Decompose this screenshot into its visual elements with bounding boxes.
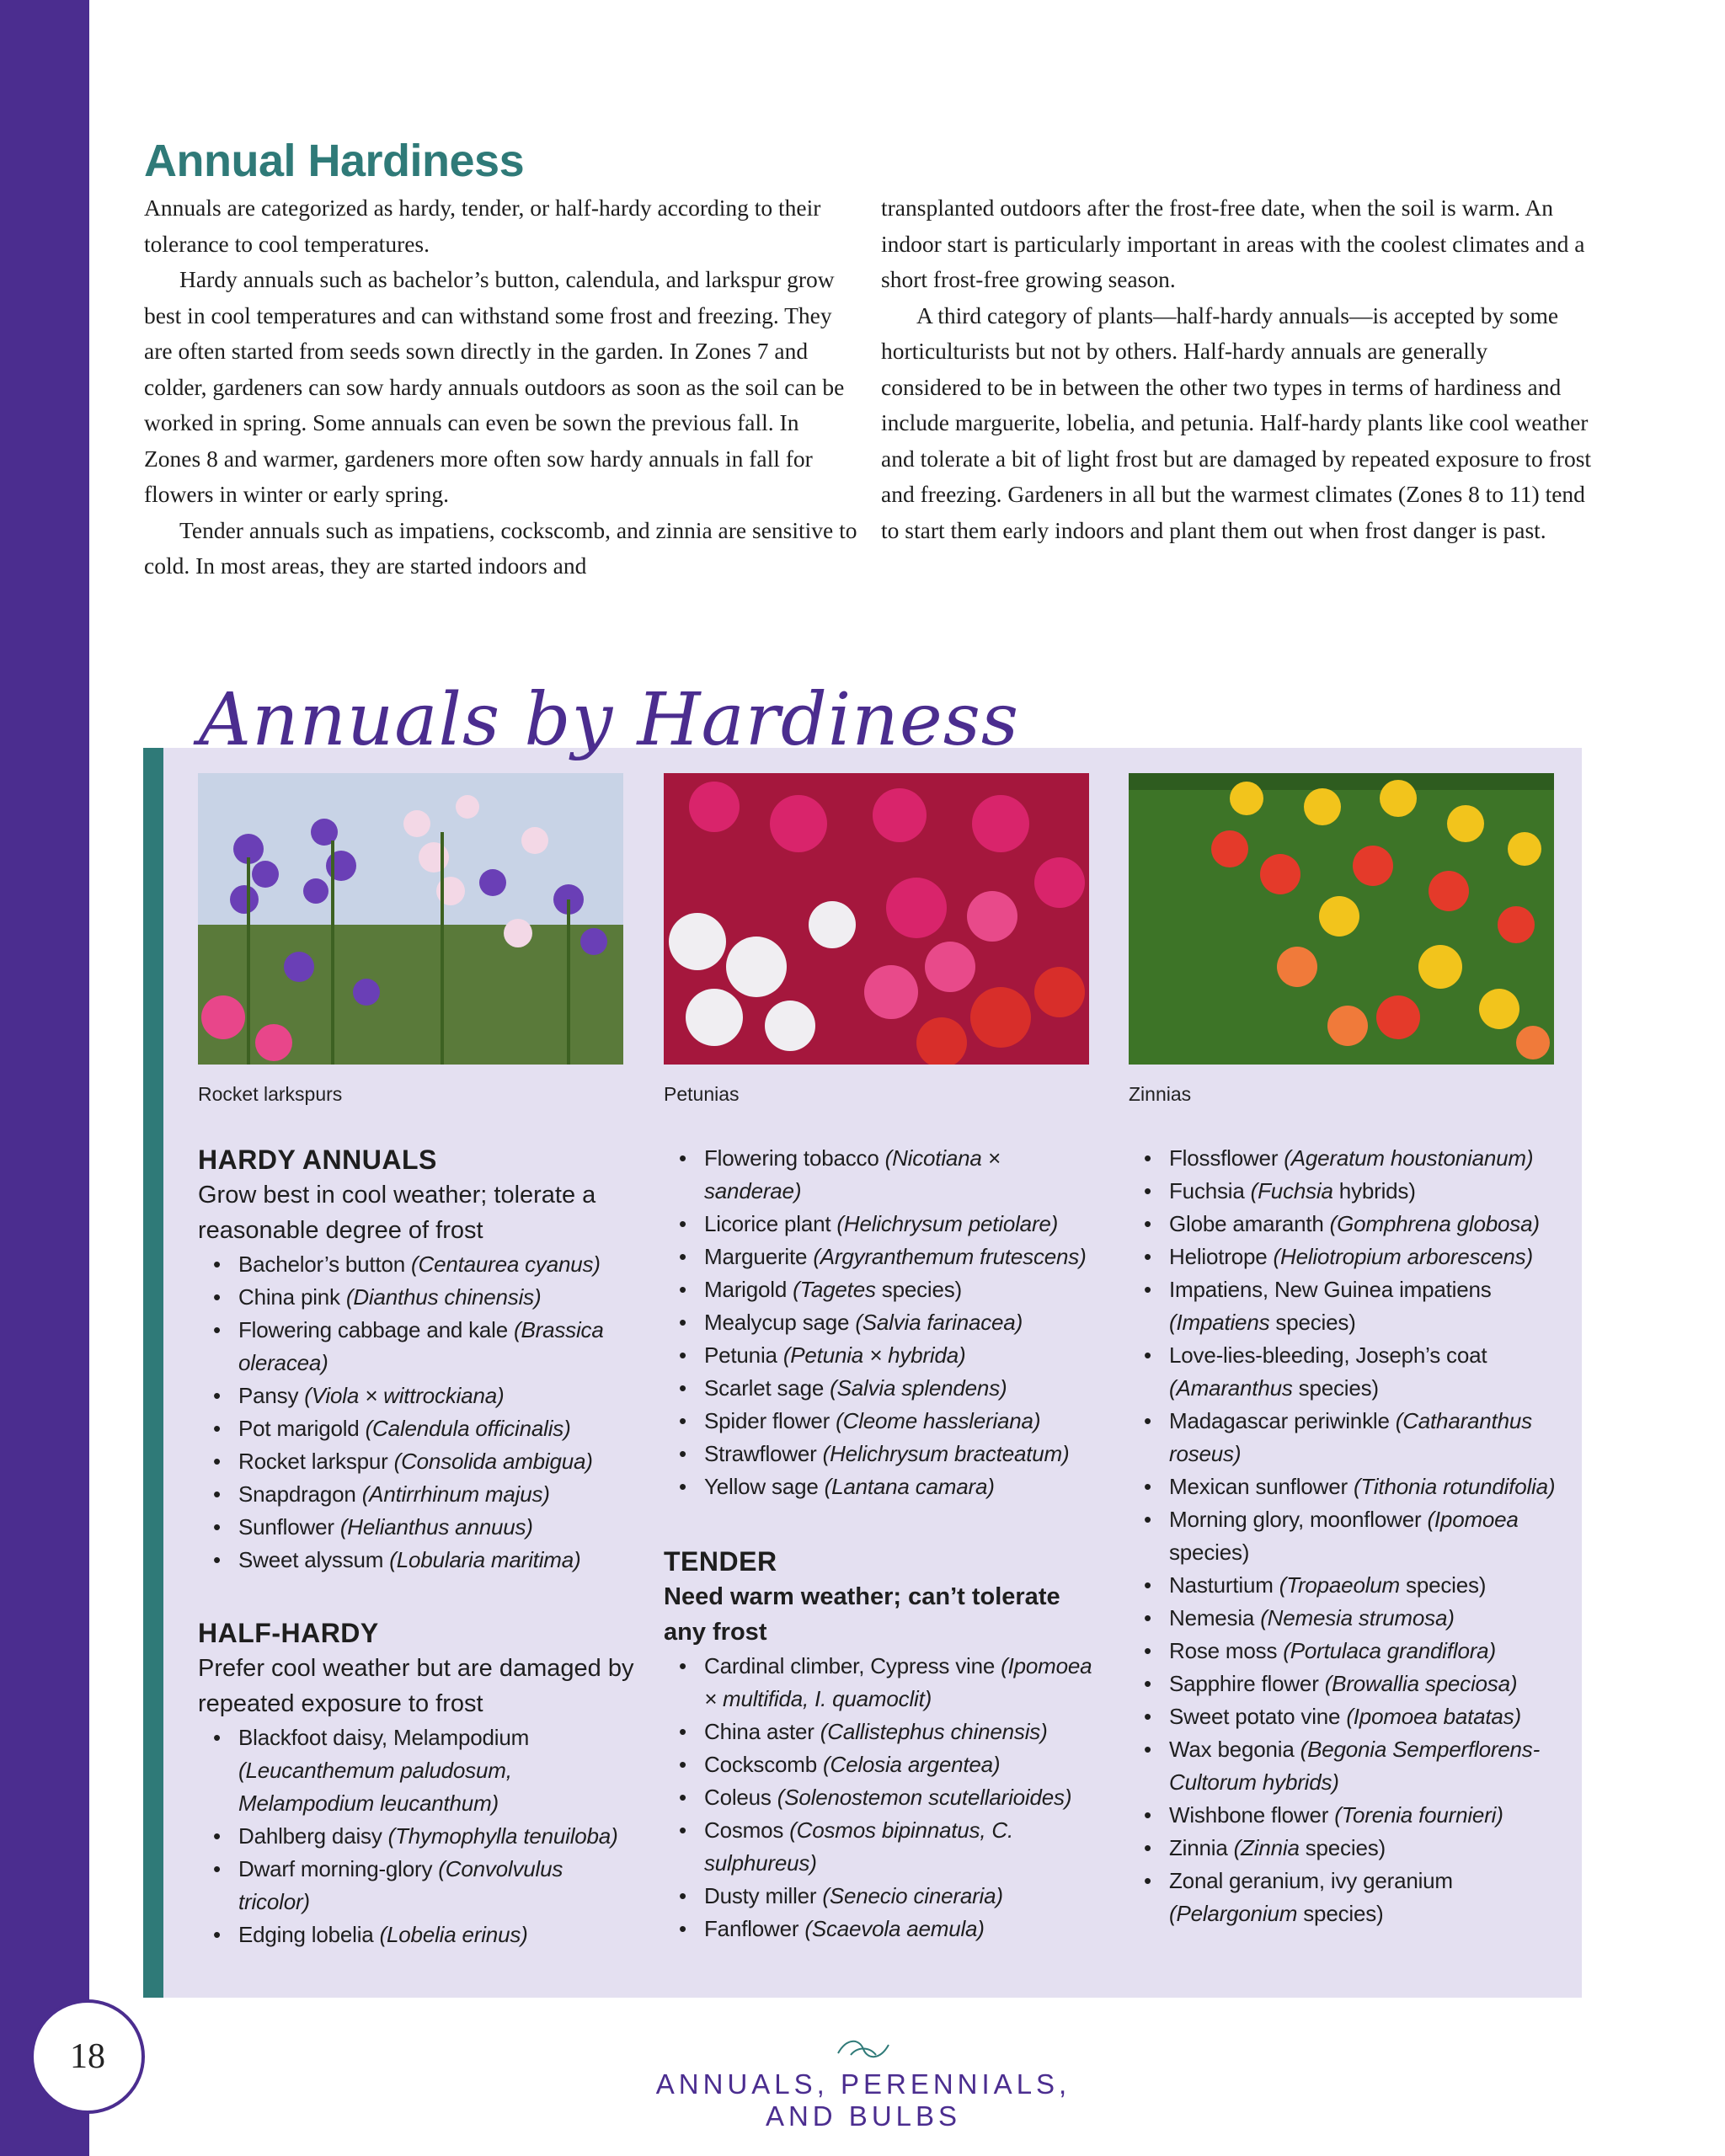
common-name: China pink	[238, 1284, 346, 1310]
plant-list-item	[198, 1544, 636, 1577]
section-heading: Annual Hardiness	[144, 136, 525, 186]
scientific-name: (Gomphrena globosa)	[1329, 1211, 1540, 1236]
common-name: Impatiens, New Guinea impatiens	[1169, 1277, 1492, 1302]
plant-list-item	[664, 1405, 1102, 1438]
tender-heading: TENDER	[664, 1546, 777, 1577]
plant-list-item	[1129, 1832, 1567, 1865]
plant-list-item	[664, 1208, 1102, 1241]
common-name: Fuchsia	[1169, 1178, 1251, 1203]
plant-list-item	[664, 1781, 1102, 1814]
scientific-name: (Solenostemon scutellarioides)	[777, 1785, 1072, 1810]
plant-list-item	[198, 1380, 636, 1412]
plant-list-item	[1129, 1799, 1567, 1832]
scientific-name: (Helianthus annuus)	[339, 1514, 533, 1540]
scientific-name: (Cleome hassleriana)	[836, 1408, 1041, 1433]
name-suffix: species)	[1299, 1835, 1386, 1860]
common-name: Sweet potato vine	[1169, 1704, 1347, 1729]
photo-rocket-larkspurs	[198, 773, 623, 1065]
scientific-name: (Ipomoea batatas)	[1346, 1704, 1521, 1729]
common-name: Dahlberg daisy	[238, 1823, 388, 1849]
plant-list-item	[1129, 1175, 1567, 1208]
sidebar-column-2	[664, 1142, 1102, 1945]
common-name: Love-lies-bleeding, Joseph’s coat	[1169, 1342, 1487, 1368]
scientific-name: (Helichrysum petiolare)	[836, 1211, 1059, 1236]
plant-list-item	[664, 1748, 1102, 1781]
scientific-name: (Tropaeolum	[1279, 1572, 1400, 1598]
common-name: Madagascar periwinkle	[1169, 1408, 1396, 1433]
scientific-name: (Argyranthemum frutescens)	[813, 1244, 1087, 1269]
common-name: Zonal geranium, ivy geranium	[1169, 1868, 1453, 1893]
name-suffix: species)	[1292, 1375, 1379, 1401]
scientific-name: (Tagetes	[793, 1277, 876, 1302]
scientific-name: (Antirrhinum majus)	[361, 1481, 550, 1507]
photo-caption: Rocket larkspurs	[198, 1083, 343, 1105]
footer-book-title: ANNUALS, PERENNIALS, AND BULBS	[655, 2068, 1071, 2132]
page-number: 18	[70, 2037, 105, 2076]
scientific-name: (Convolvulus tricolor)	[238, 1856, 563, 1914]
plant-list-item	[198, 1281, 636, 1314]
common-name: Pansy	[238, 1383, 305, 1408]
scientific-name: (Petunia × hybrida)	[782, 1342, 966, 1368]
scientific-name: (Viola × wittrockiana)	[304, 1383, 505, 1408]
plant-list-item	[1129, 1602, 1567, 1635]
hardy-list	[198, 1248, 636, 1577]
intro-column-left	[144, 190, 860, 584]
plant-list-item	[198, 1412, 636, 1445]
scientific-name: (Amaranthus	[1169, 1375, 1293, 1401]
tender-list-continued	[1129, 1142, 1567, 1930]
common-name: Wax begonia	[1169, 1737, 1300, 1762]
name-suffix: species)	[1269, 1310, 1356, 1335]
plant-list-item	[198, 1445, 636, 1478]
plant-list-item	[664, 1273, 1102, 1306]
common-name: Bachelor’s button	[238, 1251, 412, 1277]
tender-list	[664, 1650, 1102, 1945]
common-name: Rocket larkspur	[238, 1449, 394, 1474]
sidebar-column-3	[1129, 1142, 1567, 1930]
plant-list-item	[1129, 1273, 1567, 1339]
scientific-name: (Cosmos bipinnatus, C. sulphureus)	[704, 1817, 1014, 1876]
common-name: Petunia	[704, 1342, 783, 1368]
plant-list-item	[664, 1814, 1102, 1880]
common-name: Morning glory, moonflower	[1169, 1507, 1428, 1532]
common-name: Flowering tobacco	[704, 1145, 885, 1171]
paragraph: Annuals are categorized as hardy, tender, or half-hardy according to their tolerance to cool temperatures.	[144, 195, 821, 257]
plant-list-item	[1129, 1208, 1567, 1241]
plant-list-item	[1129, 1668, 1567, 1700]
half-hardy-subtitle: Prefer cool weather but are damaged by repeated exposure to frost	[198, 1655, 634, 1717]
scientific-name: (Nemesia strumosa)	[1260, 1605, 1455, 1630]
plant-list-item	[664, 1913, 1102, 1945]
common-name: Cockscomb	[704, 1752, 824, 1777]
photo-zinnias	[1129, 773, 1554, 1065]
plant-list-item	[664, 1306, 1102, 1339]
common-name: Mealycup sage	[704, 1310, 856, 1335]
common-name: Nemesia	[1169, 1605, 1261, 1630]
scientific-name: (Leucanthemum paludosum, Melampodium leucanthum)	[238, 1758, 512, 1816]
name-suffix: species)	[875, 1277, 963, 1302]
plant-list-item	[664, 1716, 1102, 1748]
scientific-name: (Zinnia	[1233, 1835, 1300, 1860]
sidebar-column-1	[198, 1142, 636, 1951]
scientific-name: (Celosia argentea)	[823, 1752, 1001, 1777]
common-name: Zinnia	[1169, 1835, 1234, 1860]
scientific-name: (Catharanthus roseus)	[1169, 1408, 1532, 1466]
common-name: Sweet alyssum	[238, 1547, 390, 1572]
common-name: Fanflower	[704, 1916, 805, 1941]
paragraph: A third category of plants—half-hardy annuals—is accepted by some horticulturists but not by others. Half-hardy annuals are generally considered to be in between the other two types in terms of hardiness and include marguerite, lobelia, and petunia. Half-hardy plants like cool weather and tolerate a bit of light frost but are damaged by repeated exposure to frost and freezing. Gardeners in all but the warmest climates (Zones 8 to 11) tend to start them early indoors and plant them out when frost danger is past.	[881, 302, 1592, 543]
common-name: Rose moss	[1169, 1638, 1284, 1663]
plant-list-item	[198, 1511, 636, 1544]
scientific-name: (Senecio cineraria)	[822, 1883, 1003, 1908]
plant-list-item	[1129, 1865, 1567, 1930]
scientific-name: (Fuchsia	[1250, 1178, 1333, 1203]
scientific-name: (Lobularia maritima)	[389, 1547, 581, 1572]
intro-column-right	[881, 190, 1594, 548]
name-suffix: species)	[1297, 1901, 1384, 1926]
plant-list-item	[1129, 1503, 1567, 1569]
paragraph: Hardy annuals such as bachelor’s button, calendula, and larkspur grow best in cool temperatures and can withstand some frost and freezing. They are often started from seeds sown directly in the garden. In Zones 7 and colder, gardeners can sow hardy annuals outdoors as soon as the soil can be worked in spring. Some annuals can even be sown the previous fall. In Zones 8 and warmer, gardeners more often sow hardy annuals in fall for flowers in winter or early spring.	[144, 266, 845, 507]
plant-list-item	[198, 1820, 636, 1853]
half-hardy-heading: HALF-HARDY	[198, 1618, 379, 1648]
common-name: Sunflower	[238, 1514, 340, 1540]
name-suffix: species)	[1400, 1572, 1487, 1598]
name-suffix: hybrids)	[1332, 1178, 1416, 1203]
common-name: Yellow sage	[704, 1474, 825, 1499]
hardy-heading: HARDY ANNUALS	[198, 1145, 437, 1175]
plant-list-item	[198, 1314, 636, 1380]
plant-list-item	[664, 1339, 1102, 1372]
scientific-name: (Lobelia erinus)	[379, 1922, 528, 1947]
common-name: Pot marigold	[238, 1416, 366, 1441]
scientific-name: (Centaurea cyanus)	[411, 1251, 601, 1277]
scientific-name: (Ageratum houstonianum)	[1284, 1145, 1534, 1171]
half-hardy-list-continued	[664, 1142, 1102, 1503]
common-name: Sapphire flower	[1169, 1671, 1325, 1696]
plant-list-item	[1129, 1569, 1567, 1602]
scientific-name: (Callistephus chinensis)	[820, 1719, 1048, 1744]
common-name: Snapdragon	[238, 1481, 362, 1507]
scientific-name: (Consolida ambigua)	[393, 1449, 593, 1474]
common-name: Strawflower	[704, 1441, 823, 1466]
scientific-name: (Begonia Semperflorens-Cultorum hybrids)	[1169, 1737, 1541, 1795]
photo-petunias	[664, 773, 1089, 1065]
scientific-name: (Calendula officinalis)	[365, 1416, 571, 1441]
plant-list-item	[664, 1650, 1102, 1716]
plant-list-item	[664, 1438, 1102, 1470]
scientific-name: (Dianthus chinensis)	[345, 1284, 542, 1310]
sidebar-title: Annuals by Hardiness	[199, 678, 1019, 762]
plant-list-item	[664, 1470, 1102, 1503]
common-name: Mexican sunflower	[1169, 1474, 1354, 1499]
plant-list-item	[664, 1241, 1102, 1273]
plant-list-item	[1129, 1470, 1567, 1503]
common-name: Spider flower	[704, 1408, 836, 1433]
scientific-name: (Scaevola aemula)	[804, 1916, 985, 1941]
scientific-name: (Nicotiana × sanderae)	[704, 1145, 1001, 1203]
scientific-name: (Thymophylla tenuiloba)	[387, 1823, 618, 1849]
flourish-icon	[834, 2036, 893, 2062]
scientific-name: (Tithonia rotundifolia)	[1353, 1474, 1556, 1499]
common-name: Dwarf morning-glory	[238, 1856, 439, 1881]
common-name: Cardinal climber, Cypress vine	[704, 1653, 1001, 1678]
paragraph: transplanted outdoors after the frost-free date, when the soil is warm. An indoor start is particularly important in areas with the coolest climates and a short frost-free growing season.	[881, 195, 1585, 292]
paragraph: Tender annuals such as impatiens, cockscomb, and zinnia are sensitive to cold. In most areas, they are started indoors and	[144, 516, 857, 579]
plant-list-item	[198, 1853, 636, 1919]
common-name: Cosmos	[704, 1817, 790, 1843]
common-name: Heliotrope	[1169, 1244, 1274, 1269]
common-name: Scarlet sage	[704, 1375, 830, 1401]
petunia-illustration	[664, 773, 1089, 1065]
plant-list-item	[198, 1248, 636, 1281]
scientific-name: (Heliotropium arborescens)	[1273, 1244, 1533, 1269]
common-name: Flossflower	[1169, 1145, 1284, 1171]
scientific-name: (Salvia splendens)	[830, 1375, 1007, 1401]
page-number-badge	[30, 1999, 145, 2114]
scientific-name: (Ipomoea × multifida, I. quamoclit)	[704, 1653, 1092, 1711]
common-name: China aster	[704, 1719, 820, 1744]
common-name: Marguerite	[704, 1244, 814, 1269]
plant-list-item	[1129, 1700, 1567, 1733]
scientific-name: (Brassica oleracea)	[238, 1317, 604, 1375]
scientific-name: (Ipomoea	[1427, 1507, 1519, 1532]
common-name: Edging lobelia	[238, 1922, 380, 1947]
name-suffix: species)	[1169, 1540, 1250, 1565]
common-name: Marigold	[704, 1277, 793, 1302]
scientific-name: (Salvia farinacea)	[855, 1310, 1023, 1335]
plant-list-item	[198, 1721, 636, 1820]
common-name: Nasturtium	[1169, 1572, 1279, 1598]
plant-list-item	[198, 1919, 636, 1951]
plant-list-item	[664, 1880, 1102, 1913]
zinnia-illustration	[1129, 773, 1554, 1065]
plant-list-item	[1129, 1339, 1567, 1405]
common-name: Dusty miller	[704, 1883, 823, 1908]
common-name: Flowering cabbage and kale	[238, 1317, 515, 1342]
larkspur-illustration	[198, 773, 623, 1065]
common-name: Wishbone flower	[1169, 1802, 1335, 1828]
scientific-name: (Lantana camara)	[824, 1474, 995, 1499]
side-band	[0, 0, 89, 2156]
tender-subtitle: Need warm weather; can’t tolerate any frost	[664, 1583, 1060, 1646]
scientific-name: (Pelargonium	[1169, 1901, 1298, 1926]
plant-list-item	[198, 1478, 636, 1511]
photo-caption: Petunias	[664, 1083, 740, 1105]
scientific-name: (Browallia speciosa)	[1324, 1671, 1518, 1696]
scientific-name: (Portulaca grandiflora)	[1283, 1638, 1496, 1663]
common-name: Licorice plant	[704, 1211, 837, 1236]
scientific-name: (Torenia fournieri)	[1334, 1802, 1503, 1828]
scientific-name: (Helichrysum bracteatum)	[822, 1441, 1070, 1466]
plant-list-item	[664, 1142, 1102, 1208]
half-hardy-list	[198, 1721, 636, 1951]
common-name: Blackfoot daisy, Melampodium	[238, 1725, 530, 1750]
plant-list-item	[1129, 1405, 1567, 1470]
plant-list-item	[1129, 1142, 1567, 1175]
plant-list-item	[1129, 1241, 1567, 1273]
plant-list-item	[1129, 1635, 1567, 1668]
common-name: Coleus	[704, 1785, 777, 1810]
scientific-name: (Impatiens	[1169, 1310, 1270, 1335]
hardy-subtitle: Grow best in cool weather; tolerate a reasonable degree of frost	[198, 1182, 596, 1244]
common-name: Globe amaranth	[1169, 1211, 1330, 1236]
plant-list-item	[1129, 1733, 1567, 1799]
photo-caption: Zinnias	[1129, 1083, 1192, 1105]
plant-list-item	[664, 1372, 1102, 1405]
